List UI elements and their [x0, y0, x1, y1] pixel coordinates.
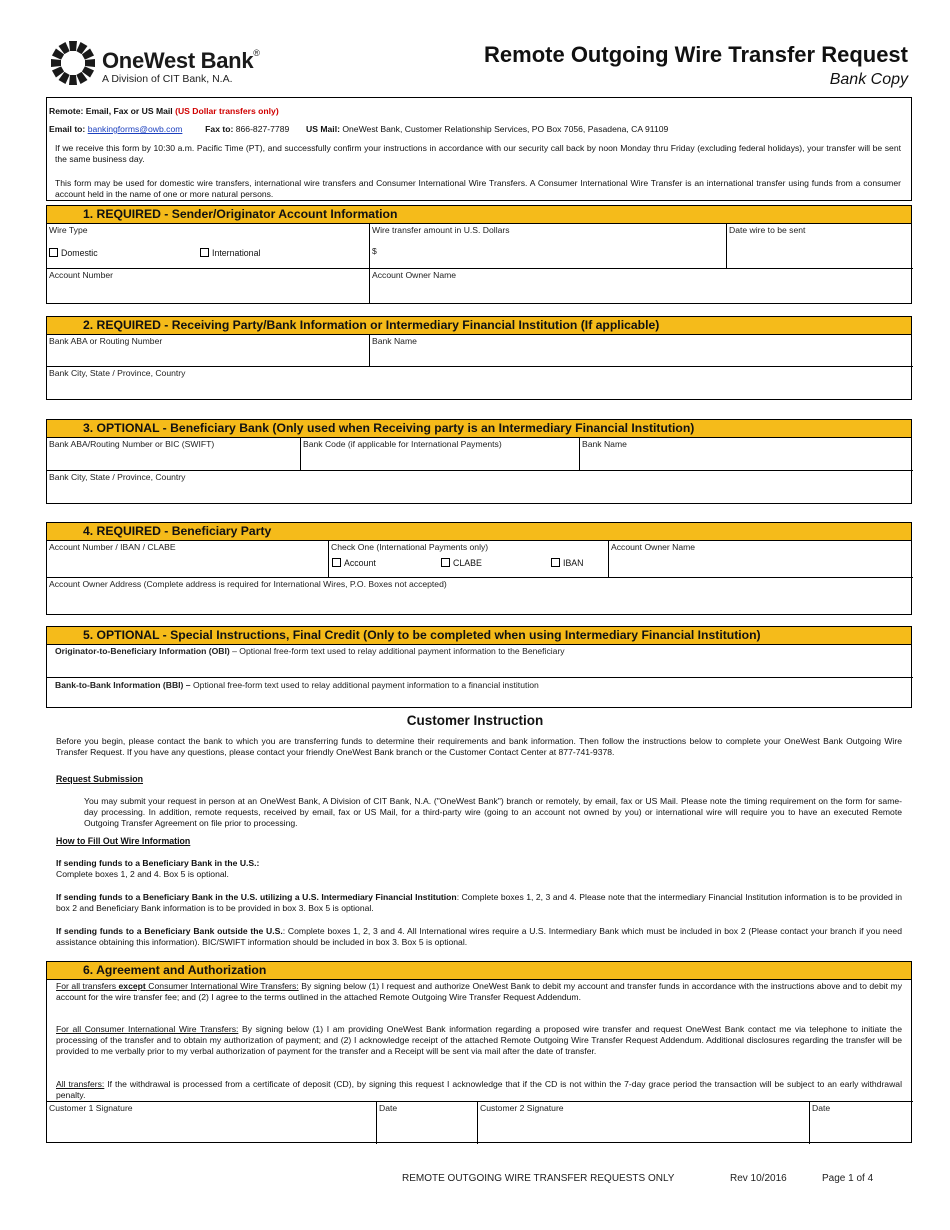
customer2-signature-label: Customer 2 Signature — [480, 1103, 564, 1113]
account-owner-field[interactable] — [370, 269, 913, 304]
iban-checkbox[interactable]: IBAN — [551, 558, 584, 568]
outside-us-instructions: If sending funds to a Beneficiary Bank outside the U.S.: Complete boxes 1, 2, 3 and 4. All International wires require a U.S. Intermediary Bank which must be included in box 2 (Please contact your branch if you need assistance obtaining this information). BIC/SWIFT information should be included in box 3. Box 5 is optional. — [56, 926, 902, 947]
form-subtitle: Bank Copy — [829, 71, 908, 88]
section2-body — [46, 335, 912, 400]
date-field[interactable] — [727, 224, 913, 269]
agreement-paragraph-1: For all transfers except Consumer International Wire Transfers: By signing below (1) I request and authorize OneWest Bank to debit my account and transfer funds in accordance with the instructions above and to debit my account for the wire transfer fee; and (2) I agree to the terms outlined in the attached Remote Outgoing Wire Transfer Request Addendum. — [56, 981, 903, 1002]
bank-name-field[interactable] — [370, 335, 913, 367]
beneficiary-account-field[interactable] — [47, 541, 329, 578]
ci-intro-paragraph: Before you begin, please contact the bank to which you are transferring funds to determine their requirements and bank information. Then follow the instructions below to complete your OneWest Bank Outgoing Wire Transfer Request. If you have any questions, please contact your friendly OneWest Bank branch or the Customer Contact Center at 877-741-9378. — [56, 736, 902, 757]
logo-name: OneWest Bank® — [102, 48, 260, 73]
us-instructions: If sending funds to a Beneficiary Bank in the U.S.: Complete boxes 1, 2 and 4. Box 5 is optional. — [56, 858, 260, 879]
intro-box — [46, 97, 912, 201]
amount-field[interactable] — [370, 224, 727, 269]
bank-code-label: Bank Code (if applicable for International Payments) — [303, 439, 502, 449]
customer2-signature-field[interactable] — [478, 1102, 810, 1144]
bank-city-field[interactable] — [47, 367, 913, 400]
amount-label: Wire transfer amount in U.S. Dollars — [372, 225, 510, 235]
check-one-label: Check One (International Payments only) — [331, 542, 489, 552]
customer1-signature-field[interactable] — [47, 1102, 377, 1144]
footer-revision: Rev 10/2016 — [730, 1173, 787, 1184]
checkbox-icon — [200, 248, 209, 257]
beneficiary-bank-name-label: Bank Name — [582, 439, 627, 449]
section1-body — [46, 224, 912, 304]
beneficiary-bank-name-field[interactable] — [580, 438, 913, 471]
agreement-paragraph-2: For all Consumer International Wire Transfers: By signing below (1) I am providing OneWest Bank information regarding a proposed wire transfer and request OneWest Bank contact me via telephone to initiate the processing of the transfer and to obtain my authorization of payment; and (2) I acknowledge receipt of the attached Remote Outgoing Wire Transfer Request Addendum. Additional disclosures regarding the transfer will be provided to me verbally prior to my verbal authorization of payment for the transfer and a Receipt will be sent via mail after the date of transfer. — [56, 1024, 902, 1056]
section6-header: 6. Agreement and Authorization — [46, 961, 912, 980]
aba-routing-field[interactable] — [47, 335, 370, 367]
section4-body — [46, 541, 912, 615]
section3-body — [46, 438, 912, 504]
beneficiary-aba-label: Bank ABA/Routing Number or BIC (SWIFT) — [49, 439, 215, 449]
obi-label: Originator-to-Beneficiary Information (OBI) – Optional free-form text used to relay additional payment information to the Beneficiary — [55, 646, 565, 656]
customer1-signature-label: Customer 1 Signature — [49, 1103, 133, 1113]
usage-paragraph: This form may be used for domestic wire transfers, international wire transfers and Consumer International Wire Transfers. A Consumer International Wire Transfer is an international transfer using funds from a consumer account held in the name of one or more natural persons. — [55, 178, 901, 199]
beneficiary-bank-city-label: Bank City, State / Province, Country — [49, 472, 186, 482]
customer-instruction-title: Customer Instruction — [406, 713, 544, 728]
beneficiary-address-label: Account Owner Address (Complete address is required for International Wires, P.O. Boxes not accepted) — [49, 579, 447, 589]
bbi-field[interactable] — [47, 678, 913, 708]
registered-mark: ® — [253, 48, 260, 58]
account-checkbox[interactable]: Account — [332, 558, 376, 568]
section5-body — [46, 645, 912, 708]
date-label: Date wire to be sent — [729, 225, 806, 235]
beneficiary-account-label: Account Number / IBAN / CLABE — [49, 542, 176, 552]
aba-routing-label: Bank ABA or Routing Number — [49, 336, 163, 346]
customer1-date-label: Date — [379, 1103, 398, 1113]
agreement-paragraph-3: All transfers: If the withdrawal is processed from a certificate of deposit (CD), by signing this request I acknowledge that if the CD is not within the 7-day grace period the transaction will be subject to an early withdrawal penalty. — [56, 1079, 902, 1100]
bank-name-label: Bank Name — [372, 336, 417, 346]
section1-header: 1. REQUIRED - Sender/Originator Account Information — [46, 205, 912, 224]
contact-line: Email to: bankingforms@owb.com Fax to: 866-827-7789 US Mail: OneWest Bank, Customer Relationship Services, PO Box 7056, Pasadena, CA 91109 — [49, 124, 669, 134]
intermediary-instructions: If sending funds to a Beneficiary Bank in the U.S. utilizing a U.S. Intermediary Financial Institution: Complete boxes 1, 2, 3 and 4. Please note that the intermediary Financial Institution information is to be provided in box 2 and Beneficiary Bank information is to be provided in box 3. Box 5 is optional. — [56, 892, 902, 913]
beneficiary-address-field[interactable] — [47, 578, 913, 615]
fax-number: 866-827-7789 — [235, 124, 290, 134]
customer2-date-label: Date — [812, 1103, 831, 1113]
signature-row — [47, 1101, 913, 1143]
wire-type-cell — [47, 224, 370, 269]
obi-field[interactable] — [47, 645, 913, 678]
beneficiary-owner-field[interactable] — [609, 541, 913, 578]
remote-note: (US Dollar transfers only) — [175, 106, 279, 116]
bbi-label: Bank-to-Bank Information (BBI) – Optional free-form text used to relay additional payment information to a financial institution — [55, 680, 539, 690]
footer-remote-only: REMOTE OUTGOING WIRE TRANSFER REQUESTS ONLY — [402, 1173, 675, 1184]
bank-city-label: Bank City, State / Province, Country — [49, 368, 186, 378]
dollar-sign: $ — [372, 246, 377, 256]
domestic-checkbox[interactable]: Domestic — [49, 248, 98, 258]
how-to-heading: How to Fill Out Wire Information — [56, 836, 191, 846]
checkbox-icon — [551, 558, 560, 567]
account-number-field[interactable] — [47, 269, 370, 304]
beneficiary-owner-label: Account Owner Name — [611, 542, 696, 552]
request-submission-heading: Request Submission — [56, 774, 144, 784]
onewest-sunburst-icon — [48, 38, 98, 88]
international-checkbox[interactable]: International — [200, 248, 260, 258]
email-link[interactable]: bankingforms@owb.com — [87, 124, 183, 134]
customer1-date-field[interactable] — [377, 1102, 478, 1144]
checkbox-icon — [49, 248, 58, 257]
section3-header: 3. OPTIONAL - Beneficiary Bank (Only used when Receiving party is an Intermediary Financial Institution) — [46, 419, 912, 438]
clabe-checkbox[interactable]: CLABE — [441, 558, 482, 568]
check-one-cell — [329, 541, 609, 578]
checkbox-icon — [441, 558, 450, 567]
section6-body — [46, 980, 912, 1143]
footer-page-number: Page 1 of 4 — [822, 1173, 874, 1184]
beneficiary-aba-field[interactable] — [47, 438, 301, 471]
checkbox-icon — [332, 558, 341, 567]
logo-subtitle: A Division of CIT Bank, N.A. — [102, 73, 233, 85]
account-owner-label: Account Owner Name — [372, 270, 457, 280]
beneficiary-bank-city-field[interactable] — [47, 471, 913, 504]
wire-type-label: Wire Type — [49, 225, 88, 235]
account-number-label: Account Number — [49, 270, 114, 280]
timing-paragraph: If we receive this form by 10:30 a.m. Pacific Time (PT), and successfully confirm your instructions in accordance with our security call back by noon Monday thru Friday (excluding federal holidays), your transfer will be sent the same business day. — [55, 143, 901, 164]
section5-header: 5. OPTIONAL - Special Instructions, Final Credit (Only to be completed when using Intermediary Financial Institution) — [46, 626, 912, 645]
section4-header: 4. REQUIRED - Beneficiary Party — [46, 522, 912, 541]
form-title: Remote Outgoing Wire Transfer Request — [484, 42, 908, 67]
remote-line: Remote: Email, Fax or US Mail (US Dollar transfers only) — [49, 106, 279, 116]
request-submission-paragraph: You may submit your request in person at an OneWest Bank, A Division of CIT Bank, N.A. ("OneWest Bank") branch or remotely, by email, fax or US Mail. Please note the timing requirement on the form for same-day processing. In addition, remote requests, received by email, fax or US Mail, for a third-party wire (going to an account not owned by you) or international wire will require you to have an executed Remote Outgoing Transfer Agreement on file prior to processing. — [84, 796, 902, 828]
bank-code-field[interactable] — [301, 438, 580, 471]
customer2-date-field[interactable] — [810, 1102, 913, 1144]
mail-address: OneWest Bank, Customer Relationship Services, PO Box 7056, Pasadena, CA 91109 — [342, 124, 669, 134]
section2-header: 2. REQUIRED - Receiving Party/Bank Information or Intermediary Financial Institution (If applicable) — [46, 316, 912, 335]
